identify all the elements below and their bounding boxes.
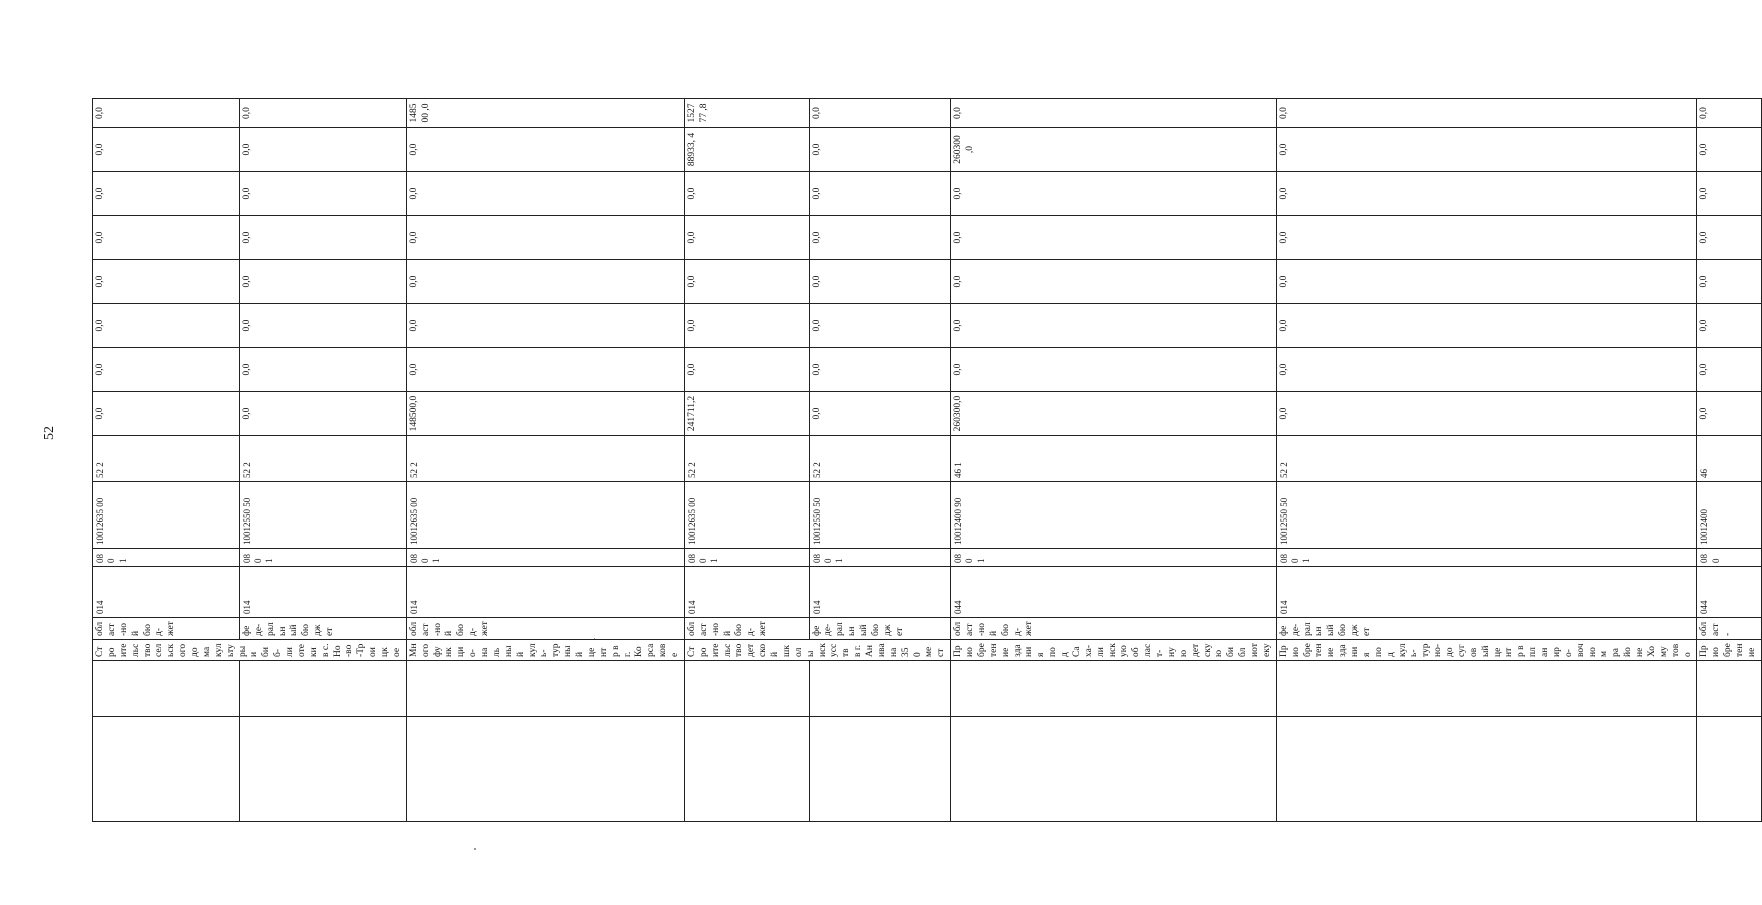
grbs-code-cell: 014 [809, 567, 951, 618]
rotated-table-container [92, 57, 1757, 822]
amount-cell: 0,0 [809, 99, 951, 128]
vr-code-cell: 46 [1697, 436, 1761, 482]
blank-cell [93, 717, 240, 822]
amount-cell: 0,0 [1697, 99, 1761, 128]
grbs-code-cell: 014 [93, 567, 240, 618]
budget-source-cell: феде-ральный бюджет [1276, 618, 1697, 640]
amount-cell: 0,0 [93, 216, 240, 260]
blank-cell [239, 661, 406, 717]
vr-code-cell: 52 2 [1276, 436, 1697, 482]
vr-code-cell: 52 2 [809, 436, 951, 482]
blank-cell [1276, 717, 1697, 822]
amount-cell: 0,0 [239, 392, 406, 436]
blank-cell [809, 661, 951, 717]
vr-code-cell: 46 1 [951, 436, 1277, 482]
amount-cell: 0,0 [239, 348, 406, 392]
csr-code-cell: 10012550 50 [239, 482, 406, 549]
table-row [684, 57, 809, 822]
amount-cell: 0,0 [809, 348, 951, 392]
object-name-cell: Приобретение здания под Саха-линскую област-ную детскую библиотеку [951, 640, 1277, 661]
budget-source-cell: област-ной бюд-жет [684, 618, 809, 640]
amount-cell: 0,0 [809, 172, 951, 216]
blank-cell [406, 717, 684, 822]
amount-cell: 0,0 [1276, 348, 1697, 392]
csr-code-cell: 10012400 [1697, 482, 1761, 549]
amount-cell: 0,0 [1276, 304, 1697, 348]
object-name-cell: Многофункцио-нальный куль-турный центр в г. Корсакове [406, 640, 684, 661]
amount-cell: 0,0 [93, 392, 240, 436]
amount-cell: 0,0 [1276, 216, 1697, 260]
blank-cell [1697, 661, 1761, 717]
rzpr-code-cell: 080 1 [406, 549, 684, 567]
amount-cell: 0,0 [951, 260, 1277, 304]
amount-cell: 0,0 [951, 304, 1277, 348]
amount-cell: 0,0 [1697, 348, 1761, 392]
amount-cell: 260300 ,0 [951, 128, 1277, 172]
blank-cell [684, 717, 809, 822]
amount-cell: 0,0 [93, 260, 240, 304]
page-number: 52 [42, 426, 57, 440]
amount-cell: 0,0 [951, 348, 1277, 392]
amount-cell: 0,0 [684, 304, 809, 348]
amount-cell: 0,0 [406, 260, 684, 304]
amount-cell: 0,0 [1697, 172, 1761, 216]
rzpr-code-cell: 080 1 [1276, 549, 1697, 567]
budget-source-cell: област- [1697, 618, 1761, 640]
amount-cell: 0,0 [406, 348, 684, 392]
amount-cell: 0,0 [406, 304, 684, 348]
amount-cell: 0,0 [951, 99, 1277, 128]
blank-cell [239, 717, 406, 822]
amount-cell: 0,0 [684, 172, 809, 216]
blank-cell [1697, 717, 1761, 822]
amount-cell: 0,0 [809, 128, 951, 172]
table-row [406, 57, 684, 822]
table-row [809, 57, 951, 822]
rzpr-code-cell: 080 [1697, 549, 1761, 567]
vr-code-cell: 52 2 [684, 436, 809, 482]
vr-code-cell: 52 2 [239, 436, 406, 482]
budget-source-cell: област-ной бюд-жет [951, 618, 1277, 640]
blank-cell [684, 661, 809, 717]
object-name-cell: Строительство сельского дома культуры и биб-лиотеки в с. Но-во-Троицкое [93, 640, 407, 661]
blank-cell [93, 661, 240, 717]
vr-code-cell: 52 2 [406, 436, 684, 482]
rzpr-code-cell: 080 1 [93, 549, 240, 567]
amount-cell: 148500 ,0 [406, 99, 684, 128]
grbs-code-cell: 014 [684, 567, 809, 618]
budget-table [92, 56, 1762, 822]
blank-cell [951, 717, 1277, 822]
csr-code-cell: 10012550 50 [1276, 482, 1697, 549]
object-name-cell: Приобретение [1697, 640, 1761, 661]
amount-cell: 0,0 [809, 260, 951, 304]
amount-cell: 0,0 [1276, 260, 1697, 304]
table-row [1276, 57, 1697, 822]
amount-cell: 0,0 [239, 172, 406, 216]
csr-code-cell: 10012400 90 [951, 482, 1277, 549]
blank-cell [406, 661, 684, 717]
object-name-cell: Строительство детской школы искусств в г. Анива на 350 мест [684, 640, 950, 661]
rzpr-code-cell: 080 1 [809, 549, 951, 567]
amount-cell: 0,0 [1276, 392, 1697, 436]
scan-speck [594, 638, 595, 639]
amount-cell: 0,0 [809, 392, 951, 436]
grbs-code-cell: 014 [406, 567, 684, 618]
budget-source-cell: феде-ральный бюджет [809, 618, 951, 640]
table-row [1697, 57, 1761, 822]
blank-cell [809, 717, 951, 822]
amount-cell: 0,0 [406, 172, 684, 216]
rzpr-code-cell: 080 1 [239, 549, 406, 567]
amount-cell: 0,0 [93, 348, 240, 392]
grbs-code-cell: 014 [239, 567, 406, 618]
amount-cell: 0,0 [684, 216, 809, 260]
amount-cell: 260300,0 [951, 392, 1277, 436]
blank-cell [951, 661, 1277, 717]
budget-source-cell: област-ной бюд-жет [93, 618, 240, 640]
amount-cell: 0,0 [1276, 172, 1697, 216]
amount-cell: 0,0 [93, 128, 240, 172]
amount-cell: 0,0 [239, 216, 406, 260]
amount-cell: 0,0 [239, 128, 406, 172]
rzpr-code-cell: 080 1 [951, 549, 1277, 567]
amount-cell: 148500,0 [406, 392, 684, 436]
vr-code-cell: 52 2 [93, 436, 240, 482]
amount-cell: 0,0 [93, 99, 240, 128]
blank-cell [1276, 661, 1697, 717]
amount-cell: 0,0 [239, 304, 406, 348]
amount-cell: 0,0 [1697, 216, 1761, 260]
budget-source-cell: феде-ральный бюджет [239, 618, 406, 640]
amount-cell: 0,0 [406, 128, 684, 172]
amount-cell: 0,0 [951, 216, 1277, 260]
csr-code-cell: 10012635 00 [93, 482, 240, 549]
grbs-code-cell: 044 [951, 567, 1277, 618]
amount-cell: 0,0 [684, 260, 809, 304]
amount-cell: 0,0 [1697, 128, 1761, 172]
amount-cell: 241711,2 [684, 392, 809, 436]
table-row [951, 57, 1277, 822]
amount-cell: 0,0 [93, 304, 240, 348]
budget-source-cell: област-ной бюд-жет [406, 618, 684, 640]
amount-cell: 0,0 [951, 172, 1277, 216]
grbs-code-cell: 044 [1697, 567, 1761, 618]
csr-code-cell: 10012550 50 [809, 482, 951, 549]
scan-speck [474, 848, 476, 850]
amount-cell: 88933, 4 [684, 128, 809, 172]
amount-cell: 0,0 [1697, 304, 1761, 348]
amount-cell: 0,0 [1697, 392, 1761, 436]
csr-code-cell: 10012635 00 [684, 482, 809, 549]
object-name-cell: Приобретение здания под куль-турно-досуговый центр в планиро-вочном районе Хомутово [1276, 640, 1697, 661]
amount-cell: 0,0 [1276, 128, 1697, 172]
grbs-code-cell: 014 [1276, 567, 1697, 618]
rzpr-code-cell: 080 1 [684, 549, 809, 567]
amount-cell: 0,0 [406, 216, 684, 260]
amount-cell: 0,0 [239, 99, 406, 128]
table-row [239, 57, 406, 822]
amount-cell: 0,0 [809, 304, 951, 348]
table-row [93, 57, 240, 822]
amount-cell: 0,0 [1697, 260, 1761, 304]
amount-cell: 0,0 [93, 172, 240, 216]
amount-cell: 0,0 [1276, 99, 1697, 128]
amount-cell: 0,0 [684, 348, 809, 392]
amount-cell: 152777 ,8 [684, 99, 809, 128]
csr-code-cell: 10012635 00 [406, 482, 684, 549]
amount-cell: 0,0 [809, 216, 951, 260]
amount-cell: 0,0 [239, 260, 406, 304]
